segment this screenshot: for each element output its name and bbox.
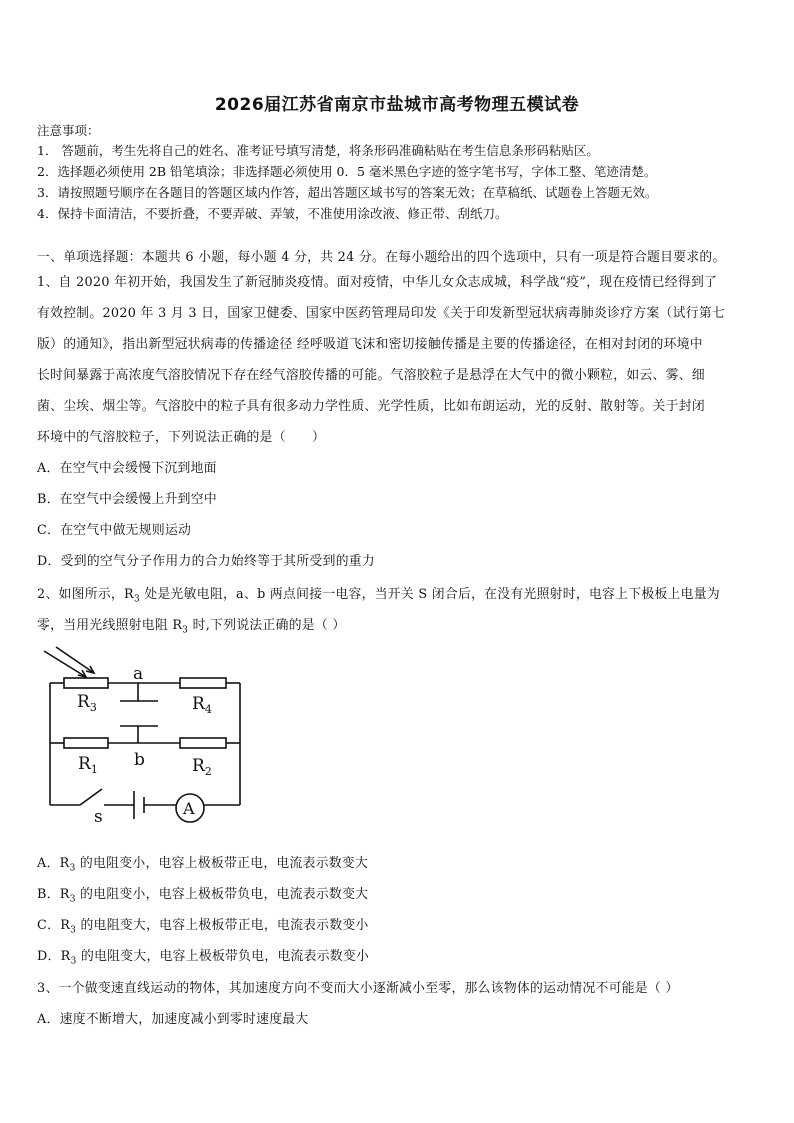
q1-stem-line-3: 版）的通知》，指出新型冠状病毒的传播途径 经呼吸道飞沫和密切接触传播是主要的传播途径，在相对封闭的环境中 xyxy=(37,337,703,352)
label-r2: $R_2$ xyxy=(192,756,212,778)
notice-item-2: 2．选择题必须使用 2B 铅笔填涂；非选择题必须使用 0．5 毫米黑色字迹的签字笔书写，字体工整、笔迹清楚。 xyxy=(37,164,657,179)
q2-stem-2a: 零，当用光线照射电阻 R xyxy=(37,618,183,633)
q2-option-b-pre: B．R xyxy=(37,887,70,902)
notice-heading: 注意事项： xyxy=(37,123,100,138)
q2-stem-1-sub: 3 xyxy=(133,594,140,605)
switch-s xyxy=(80,789,102,805)
q2-option-b xyxy=(37,883,368,905)
q1-option-d: D．受到的空气分子作用力的合力始终等于其所受到的重力 xyxy=(37,554,375,569)
q2-option-d xyxy=(37,945,369,967)
q2-stem-line-1 xyxy=(37,583,720,605)
resistor-r1 xyxy=(64,738,108,748)
q2-option-c-sub: 3 xyxy=(70,925,77,936)
label-s: s xyxy=(94,807,103,827)
q2-stem-line-2 xyxy=(37,614,345,636)
q2-option-c-pre: C．R xyxy=(37,918,71,933)
notice-item-4: 4．保持卡面清洁，不要折叠，不要弄破、弄皱，不准使用涂改液、修正带、刮纸刀。 xyxy=(37,206,508,221)
notice-item-3: 3．请按照题号顺序在各题目的答题区域内作答，超出答题区域书写的答案无效；在草稿纸、试题卷上答题无效。 xyxy=(37,185,658,200)
q1-stem-line-1: 1、自 2020 年初开始，我国发生了新冠肺炎疫情。面对疫情，中华儿女众志成城，科学战“疫”，现在疫情已经得到了 xyxy=(37,275,718,290)
label-b: b xyxy=(134,750,145,770)
notice-item-1: 1． 答题前，考生先将自己的姓名、准考证号填写清楚，将条形码准确粘贴在考生信息条形码粘贴区。 xyxy=(37,143,599,158)
q3-option-a: A．速度不断增大，加速度减小到零时速度最大 xyxy=(37,1012,309,1027)
q2-stem-2b: 时,下列说法正确的是（ ） xyxy=(188,618,346,633)
label-r4: $R_4$ xyxy=(192,694,212,716)
q1-option-b: B．在空气中会缓慢上升到空中 xyxy=(37,492,217,507)
circuit-diagram xyxy=(40,645,250,830)
q2-stem-1a: 2、如图所示，R xyxy=(37,587,134,602)
q2-option-a-sub: 3 xyxy=(69,863,76,874)
q2-option-a xyxy=(37,852,368,874)
circuit-svg xyxy=(40,645,250,830)
resistor-r4 xyxy=(180,678,226,688)
resistor-r3 xyxy=(64,678,108,688)
q3-stem: 3、一个做变速直线运动的物体，其加速度方向不变而大小逐渐减小至零，那么该物体的运动情况不可能是（ ） xyxy=(37,981,679,996)
q2-option-d-sub: 3 xyxy=(70,956,77,967)
q1-option-c: C．在空气中做无规则运动 xyxy=(37,523,192,538)
q2-option-a-post: 的电阻变小，电容上极板带正电，电流表示数变大 xyxy=(75,856,369,871)
q2-option-b-post: 的电阻变小，电容上极板带负电，电流表示数变大 xyxy=(75,887,369,902)
q1-stem-line-5: 菌、尘埃、烟尘等。气溶胶中的粒子具有很多动力学性质、光学性质，比如布朗运动，光的反射、散射等。关于封闭 xyxy=(37,399,705,414)
section-heading: 一、单项选择题：本题共 6 小题，每小题 4 分，共 24 分。在每小题给出的四个选项中，只有一项是符合题目要求的。 xyxy=(37,250,726,265)
q2-option-d-pre: D．R xyxy=(37,949,71,964)
label-a: a xyxy=(133,664,144,684)
light-arrow-2 xyxy=(56,647,94,673)
q2-option-a-pre: A．R xyxy=(37,856,70,871)
q1-stem-line-6: 环境中的气溶胶粒子，下列说法正确的是（ ） xyxy=(37,430,326,445)
q2-option-c xyxy=(37,914,369,936)
resistor-r2 xyxy=(180,738,226,748)
q2-stem-2-sub: 3 xyxy=(182,625,189,636)
q2-option-d-post: 的电阻变大，电容上极板带负电，电流表示数变小 xyxy=(76,949,370,964)
q1-stem-line-4: 长时间暴露于高浓度气溶胶情况下存在经气溶胶传播的可能。气溶胶粒子是悬浮在大气中的微小颗粒，如云、雾、细 xyxy=(37,368,705,383)
label-r3: $R_3$ xyxy=(77,692,97,714)
exam-title: 2026届江苏省南京市盐城市高考物理五模试卷 xyxy=(214,95,580,115)
q2-option-b-sub: 3 xyxy=(69,894,76,905)
label-ammeter: A xyxy=(183,799,195,818)
label-r1: $R_1$ xyxy=(78,754,98,776)
q1-option-a: A．在空气中会缓慢下沉到地面 xyxy=(37,461,217,476)
q1-stem-line-2: 有效控制。2020 年 3 月 3 日，国家卫健委、国家中医药管理局印发《关于印发新型冠状病毒肺炎诊疗方案（试行第七 xyxy=(37,306,726,321)
q2-option-c-post: 的电阻变大，电容上极板带正电，电流表示数变小 xyxy=(76,918,369,933)
q2-stem-1b: 处是光敏电阻，a、b 两点间接一电容，当开关 S 闭合后，在没有光照射时，电容上下极板上电量为 xyxy=(140,587,720,602)
